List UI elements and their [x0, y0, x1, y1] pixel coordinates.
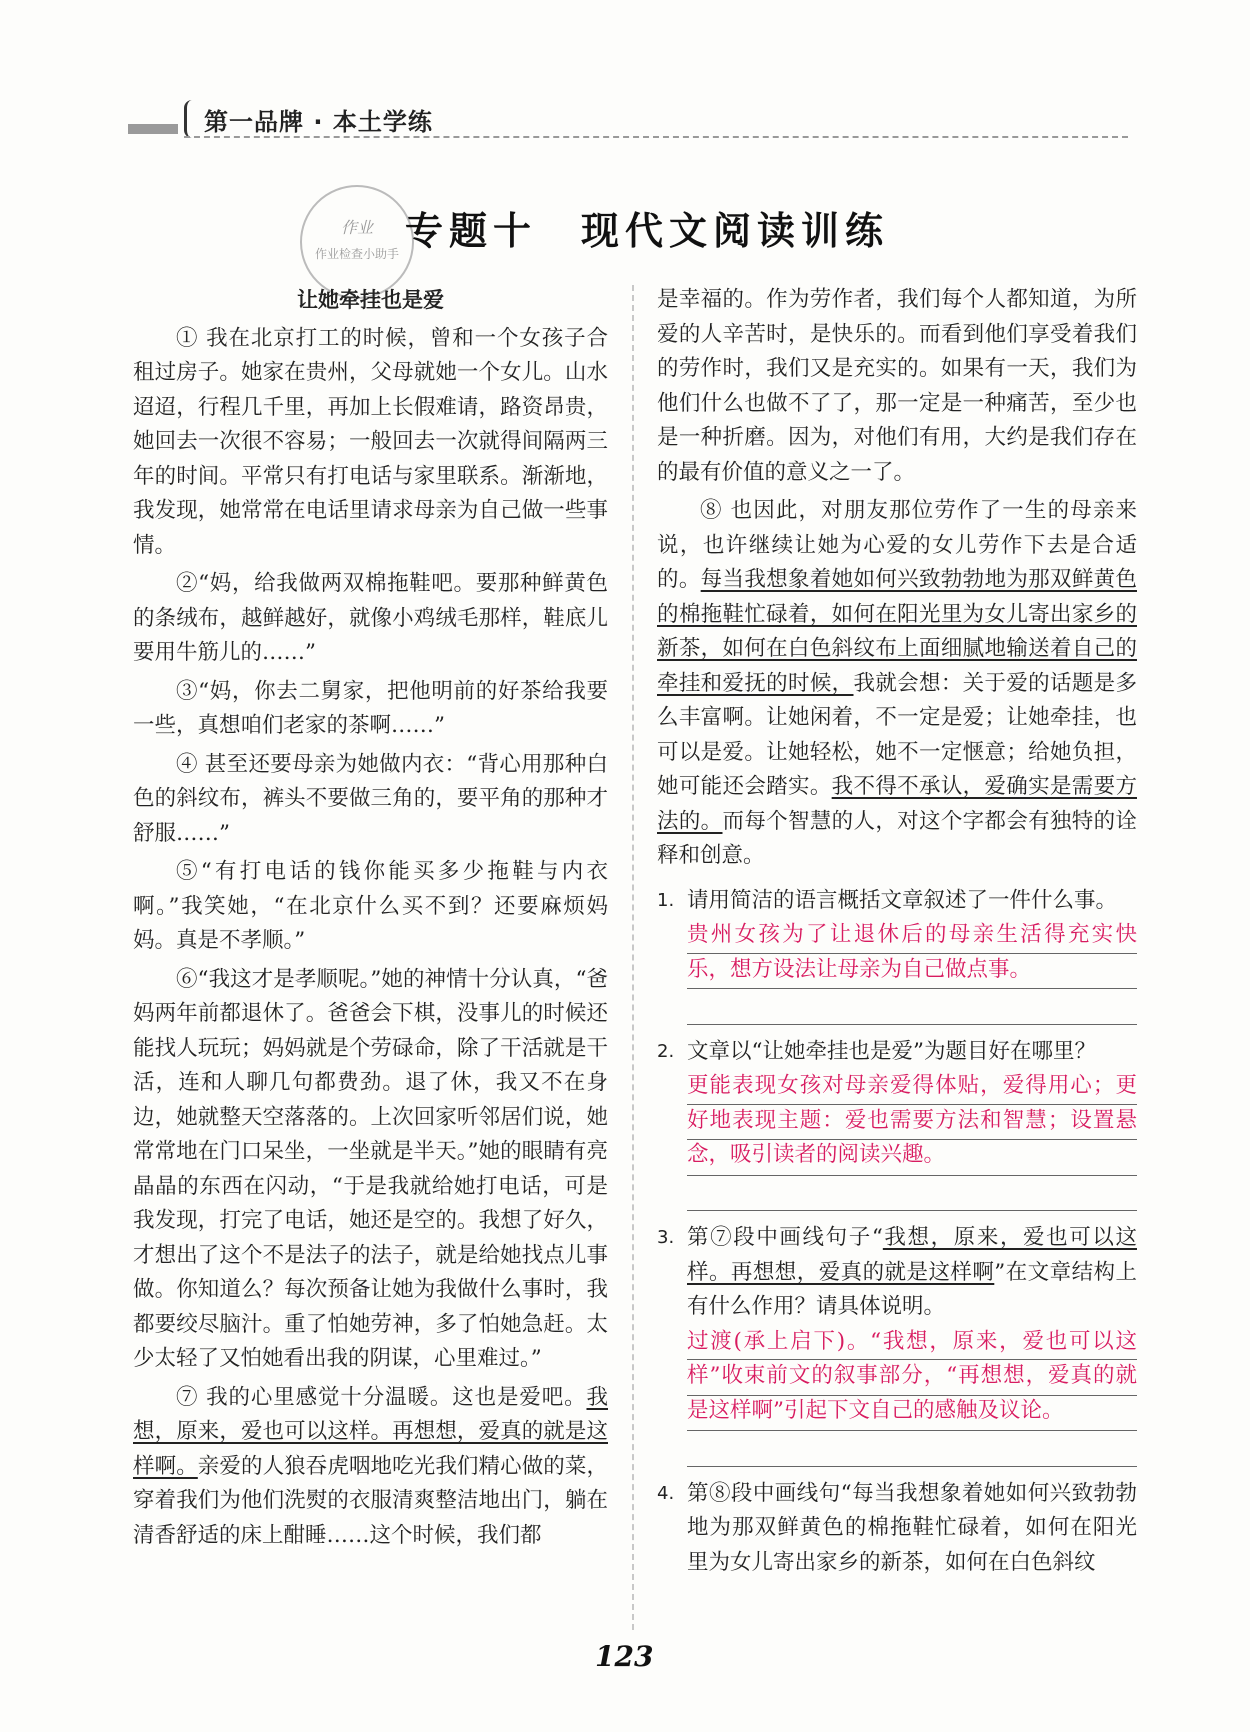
answer-text: 更能表现女孩对母亲爱得体贴，爱得用心；更好地表现主题：爱也需要方法和智慧；设置悬念，吸引读者的阅读兴趣。	[687, 1073, 1137, 1167]
question-4	[657, 1477, 1137, 1581]
header-bar	[128, 124, 178, 134]
header-brand: 第一品牌 · 本土学练	[204, 108, 433, 136]
stamp-line-2: 作业检查小助手	[314, 247, 399, 261]
p8-lead: ⑧ 也因此，对朋友那位劳作了一生的母亲来说，也许继续让她为心爱的女儿劳作下去是合适的。	[657, 498, 1137, 592]
answer-2	[687, 1069, 1137, 1211]
question-text: 请用简洁的语言概括文章叙述了一件什么事。	[687, 887, 1118, 913]
answer-3	[687, 1325, 1137, 1467]
p8-middle: 我就会想：关于爱的话题是多么丰富啊。让她闲着，不一定是爱；让她牵挂，也可以是爱。让她轻松，她不一定惬意；给她负担，她可能还会踏实。	[657, 670, 1137, 799]
right-column	[657, 283, 1137, 1580]
question-number: 3.	[657, 1227, 675, 1248]
question-text	[687, 1221, 1137, 1325]
p7-rest: 亲爱的人狼吞虎咽地吃光我们精心做的菜，穿着我们为他们洗熨的衣服清爽整洁地出门，躺在清香舒适的床上酣睡……这个时候，我们都	[133, 1453, 608, 1548]
paragraph-2: ②“妈，给我做两双棉拖鞋吧。要那种鲜黄色的条绒布，越鲜越好，就像小鸡绒毛那样，鞋底儿要用牛筋儿的……”	[133, 571, 608, 665]
page-title: 专题十 现代文阅读训练	[405, 209, 890, 253]
paragraph-6: ⑥“我这才是孝顺呢。”她的神情十分认真，“爸妈两年前都退休了。爸爸会下棋，没事儿的时候还能找人玩玩；妈妈就是个劳碌命，除了干活就是干活，连和人聊几句都费劲。退了休，我又不在身边，她就整天空落落的。上次回家听邻居们说，她常常地在门口呆坐，一坐就是半天。”她的眼睛有亮晶晶的东西在闪动，“于是我就给她打电话，可是我发现，打完了电话，她还是空的。我想了好久，才想出了这个不是法子的法子，就是给她找点儿事做。你知道么？每次预备让她为我做什么事时，我都要绞尽脑汁。重了怕她劳神，多了怕她急赶。太少太轻了又怕她看出我的阴谋，心里难过。”	[133, 966, 608, 1371]
question-text: 第⑧段中画线句“每当我想象着她如何兴致勃勃地为那双鲜黄色的棉拖鞋忙碌着，如何在阳光里为女儿寄出家乡的新茶，如何在白色斜纹	[687, 1480, 1137, 1575]
question-3	[657, 1221, 1137, 1325]
paragraph-1: ① 我在北京打工的时候，曾和一个女孩子合租过房子。她家在贵州，父母就她一个女儿。山水迢迢，行程几千里，再加上长假难请，路资昂贵，她回去一次很不容易；一般回去一次就得间隔两三年的时间。平常只有打电话与家里联系。渐渐地，我发现，她常常在电话里请求母亲为自己做一些事情。	[133, 325, 608, 558]
question-number: 4.	[657, 1482, 675, 1504]
p8-underlined-sentence: 每当我想象着她如何兴致勃勃地为那双鲜黄色的棉拖鞋忙碌着，如何在阳光里为女儿寄出家乡的新茶，如何在白色斜纹布上面细腻地输送着自己的牵挂和爱抚的时候，	[657, 567, 1137, 696]
paragraph-4: ④ 甚至还要母亲为她做内衣：“背心用那种白色的斜纹布，裤头不要做三角的，要平角的那种才舒服……”	[133, 751, 608, 846]
question-number: 1.	[657, 889, 675, 911]
header-dotted-rule	[184, 136, 1128, 138]
p7-lead: ⑦ 我的心里感觉十分温暖。这也是爱吧。	[176, 1384, 587, 1410]
article-column	[133, 283, 608, 1557]
paragraph-5: ⑤“有打电话的钱你能买多少拖鞋与内衣啊。”我笑她，“在北京什么买不到？还要麻烦妈妈。真是不孝顺。”	[133, 859, 608, 953]
q3-quoted-sentence: 我想，原来，爱也可以这样。再想想，爱真的就是这样啊	[687, 1225, 1137, 1285]
column-divider	[632, 285, 634, 1630]
answer-1	[687, 918, 1137, 1025]
p8-end: 而每个智慧的人，对这个字都会有独特的诠释和创意。	[657, 808, 1137, 868]
stamp-line-1: 作业	[340, 218, 373, 237]
question-number: 2.	[657, 1040, 675, 1062]
paragraph-7-continued: 是幸福的。作为劳作者，我们每个人都知道，为所爱的人辛苦时，是快乐的。而看到他们享受着我们的劳作时，我们又是充实的。如果有一天，我们为他们什么也做不了了，那一定是一种痛苦，至少也是一种折磨。因为，对他们有用，大约是我们存在的最有价值的意义之一了。	[657, 287, 1137, 485]
q3-text-lead: 第⑦段中画线句子“	[687, 1225, 883, 1250]
answer-text: 贵州女孩为了让退休后的母亲生活得充实快乐，想方设法让母亲为自己做点事。	[687, 922, 1137, 982]
homework-stamp	[300, 185, 414, 299]
question-text: 文章以“让她牵挂也是爱”为题目好在哪里？	[687, 1038, 1096, 1064]
question-2	[657, 1035, 1137, 1070]
q3-text-rest: ”在文章结构上有什么作用？请具体说明。	[687, 1259, 1137, 1319]
answer-text: 过渡(承上启下)。“我想，原来，爱也可以这样”收束前文的叙事部分，“再想想，爱真的就是这样啊”引起下文自己的感触及议论。	[687, 1328, 1137, 1423]
page-number: 123	[595, 1640, 654, 1673]
page-header	[128, 96, 1128, 146]
p7-underlined-sentence: 我想，原来，爱也可以这样。再想想，爱真的就是这样啊。	[133, 1384, 608, 1479]
paragraph-3: ③“妈，你去二舅家，把他明前的好茶给我要一些，真想咱们老家的茶啊……”	[133, 678, 608, 738]
question-1	[657, 884, 1137, 919]
header-bracket	[184, 100, 197, 138]
paragraph-7	[133, 1381, 608, 1554]
paragraph-8	[657, 494, 1137, 874]
article-title: 让她牵挂也是爱	[297, 288, 444, 312]
p8-underlined-sentence-2: 我不得不承认，爱确实是需要方法的。	[657, 774, 1137, 834]
